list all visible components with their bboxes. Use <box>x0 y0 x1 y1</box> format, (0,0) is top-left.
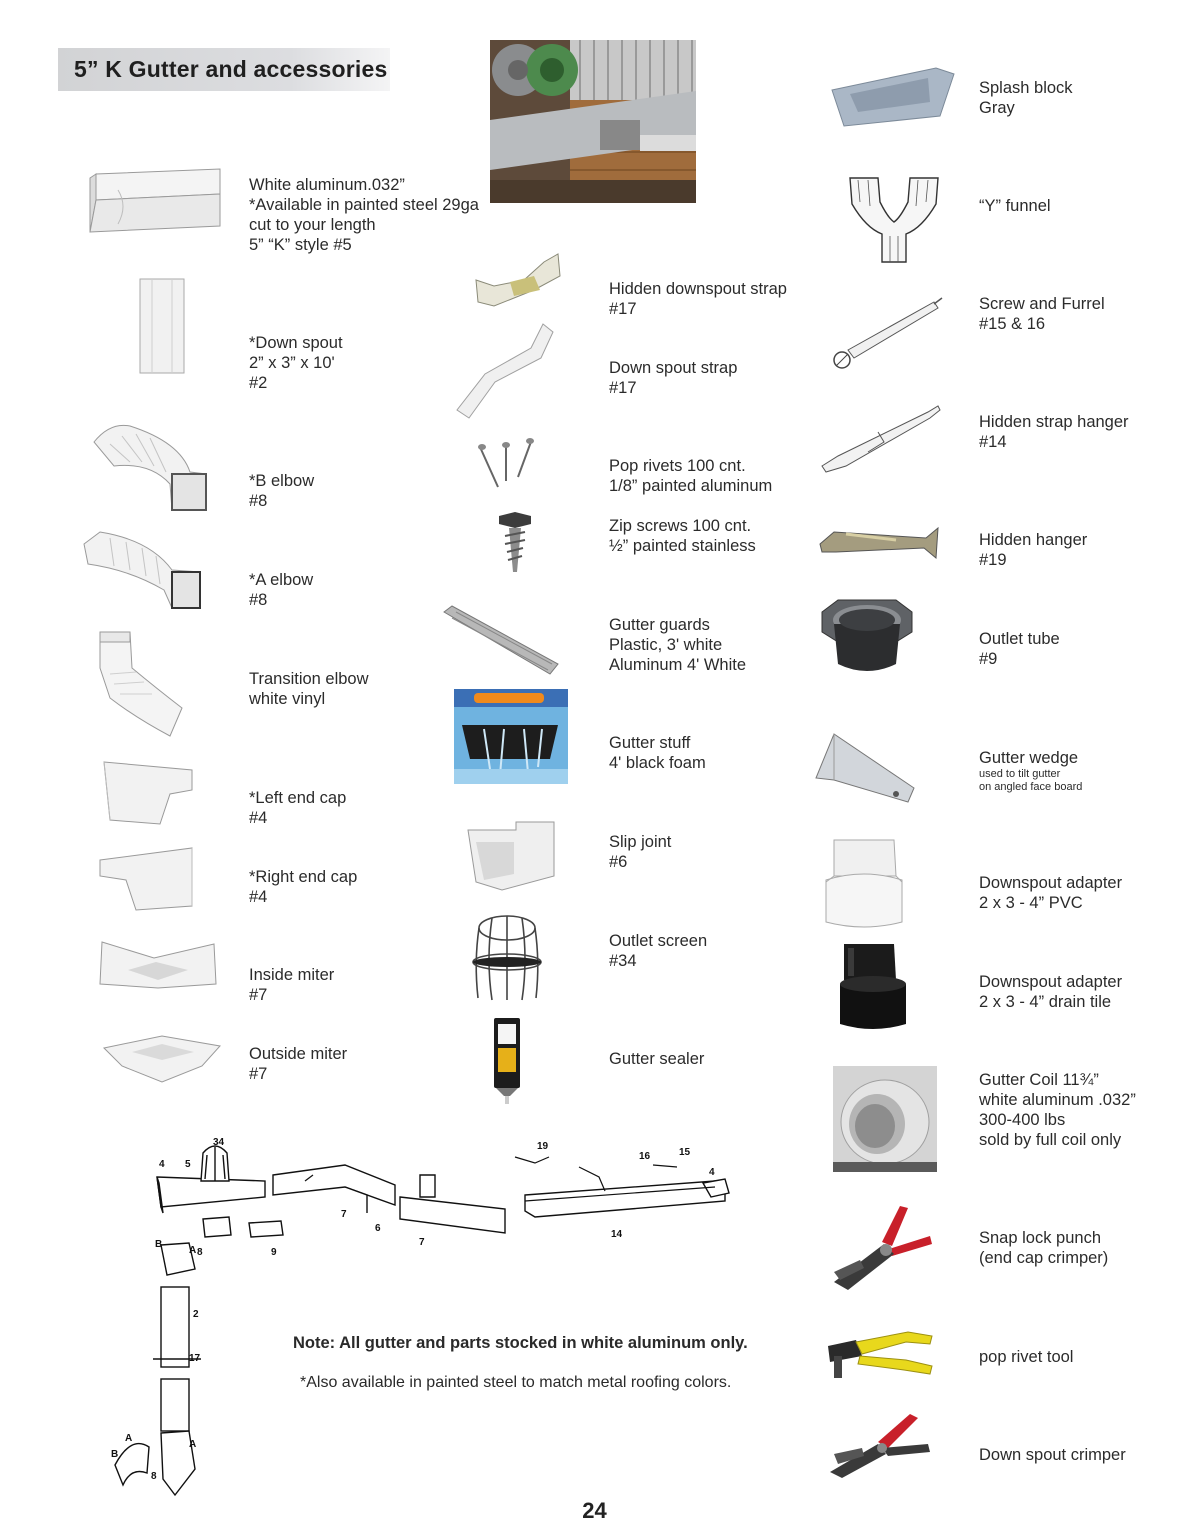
outside-miter-icon <box>102 1032 222 1084</box>
zip-screw-icon <box>495 510 535 576</box>
pop-rivets-icon <box>474 435 538 491</box>
item-text: Screw and Furrel #15 & 16 <box>979 295 1105 333</box>
pop-rivet-tool-icon <box>826 1326 934 1384</box>
item-text: Gutter guards Plastic, 3' white Aluminum 4' White <box>609 616 747 674</box>
item-text: Snap lock punch (end cap crimper) <box>979 1229 1109 1267</box>
availability-note: *Also available in painted steel to match metal roofing colors. <box>300 1374 732 1391</box>
item-text: Gutter Coil 11¾” white aluminum .032” 300-400 lbs sold by full coil only <box>979 1071 1136 1149</box>
transition-elbow-icon <box>96 628 184 738</box>
item-text: Down spout crimper <box>979 1446 1126 1464</box>
diagram-callout: B <box>155 1239 163 1250</box>
item-text: Zip screws 100 cnt. ½” painted stainless <box>609 517 756 555</box>
b-elbow-icon <box>90 422 210 514</box>
diagram-callout: B <box>111 1449 119 1460</box>
item-text: Gutter sealer <box>609 1050 705 1068</box>
assembly-svg <box>105 1135 745 1505</box>
gutter-wedge-icon <box>814 732 916 808</box>
item-text: Hidden strap hanger #14 <box>979 413 1129 451</box>
screw-furrel-icon <box>828 294 944 372</box>
item-text: *A elbow #8 <box>249 571 314 609</box>
item-text: Pop rivets 100 cnt. 1/8” painted aluminum <box>609 457 773 495</box>
adapter-tile-icon <box>836 940 910 1032</box>
hidden-downspout-strap-icon <box>474 250 564 308</box>
a-elbow-icon <box>80 530 202 612</box>
item-text: Down spout strap #17 <box>609 359 738 397</box>
downspout-crimper-icon <box>828 1408 934 1480</box>
diagram-callout: A <box>125 1433 133 1444</box>
item-text: Downspout adapter 2 x 3 - 4” PVC <box>979 874 1123 912</box>
gutter-stuff-icon <box>454 689 568 784</box>
diagram-callout: 8 <box>197 1247 203 1258</box>
item-text: *Right end cap #4 <box>249 868 358 906</box>
diagram-callout: 6 <box>375 1223 381 1234</box>
stock-note: Note: All gutter and parts stocked in white aluminum only. <box>293 1334 748 1352</box>
item-text: Outlet screen #34 <box>609 932 708 970</box>
item-text: Outlet tube #9 <box>979 630 1060 668</box>
k-gutter-icon <box>88 166 224 238</box>
diagram-callout: 8 <box>151 1471 157 1482</box>
downspout-strap-icon <box>455 322 555 420</box>
item-text: Gutter stuff 4' black foam <box>609 734 706 772</box>
y-funnel-icon <box>848 174 940 264</box>
item-text: Hidden downspout strap #17 <box>609 280 787 318</box>
hidden-strap-hanger-icon <box>818 402 942 476</box>
snap-lock-punch-icon <box>830 1202 934 1292</box>
diagram-callout: 34 <box>213 1137 225 1148</box>
gutter-assembly-diagram <box>105 1135 745 1505</box>
downspout-icon <box>138 277 186 375</box>
item-text: Slip joint #6 <box>609 833 672 871</box>
item-text: Inside miter #7 <box>249 966 335 1004</box>
diagram-callout: 16 <box>639 1151 651 1162</box>
hidden-hanger-icon <box>816 522 940 562</box>
page-title-bar <box>58 48 390 91</box>
diagram-callout: A <box>189 1439 197 1450</box>
item-text: White aluminum.032” *Available in painted steel 29ga cut to your length 5” “K” style #5 <box>249 176 479 254</box>
gutter-machine-photo <box>490 40 696 203</box>
slip-joint-icon <box>462 820 556 892</box>
right-end-cap-icon <box>96 846 196 912</box>
left-end-cap-icon <box>100 760 196 826</box>
inside-miter-icon <box>98 940 218 990</box>
diagram-callout: 17 <box>189 1353 201 1364</box>
item-text: Gutter wedge used to tilt gutter on angled face board <box>979 749 1083 793</box>
diagram-callout: 7 <box>341 1209 347 1220</box>
sealer-tube-icon <box>490 1016 524 1104</box>
item-text: pop rivet tool <box>979 1348 1074 1366</box>
splash-block-icon <box>830 66 956 128</box>
gutter-guard-icon <box>442 604 560 676</box>
item-text: *B elbow #8 <box>249 472 315 510</box>
item-text: Outside miter #7 <box>249 1045 348 1083</box>
diagram-callout: 4 <box>709 1167 715 1178</box>
page-title: 5” K Gutter and accessories <box>74 56 388 82</box>
diagram-callout: 5 <box>185 1159 191 1170</box>
adapter-pvc-icon <box>822 838 906 928</box>
diagram-callout: 15 <box>679 1147 691 1158</box>
item-text: Splash block Gray <box>979 79 1073 117</box>
outlet-tube-icon <box>818 598 916 676</box>
diagram-callout: 7 <box>419 1237 425 1248</box>
gutter-coil-icon <box>833 1066 937 1172</box>
diagram-callout: 4 <box>159 1159 165 1170</box>
diagram-callout: 14 <box>611 1229 623 1240</box>
diagram-callout: 19 <box>537 1141 549 1152</box>
diagram-callout: 9 <box>271 1247 277 1258</box>
item-text: Transition elbow white vinyl <box>249 670 369 708</box>
item-text: “Y” funnel <box>979 197 1051 215</box>
outlet-screen-icon <box>470 910 544 1002</box>
diagram-callout: A <box>189 1245 197 1256</box>
item-text: *Left end cap #4 <box>249 789 347 827</box>
item-text: Hidden hanger #19 <box>979 531 1088 569</box>
diagram-callout: 2 <box>193 1309 199 1320</box>
item-text: *Down spout 2” x 3” x 10' #2 <box>249 334 343 392</box>
page-number: 24 <box>582 1498 607 1523</box>
item-text: Downspout adapter 2 x 3 - 4” drain tile <box>979 973 1123 1011</box>
